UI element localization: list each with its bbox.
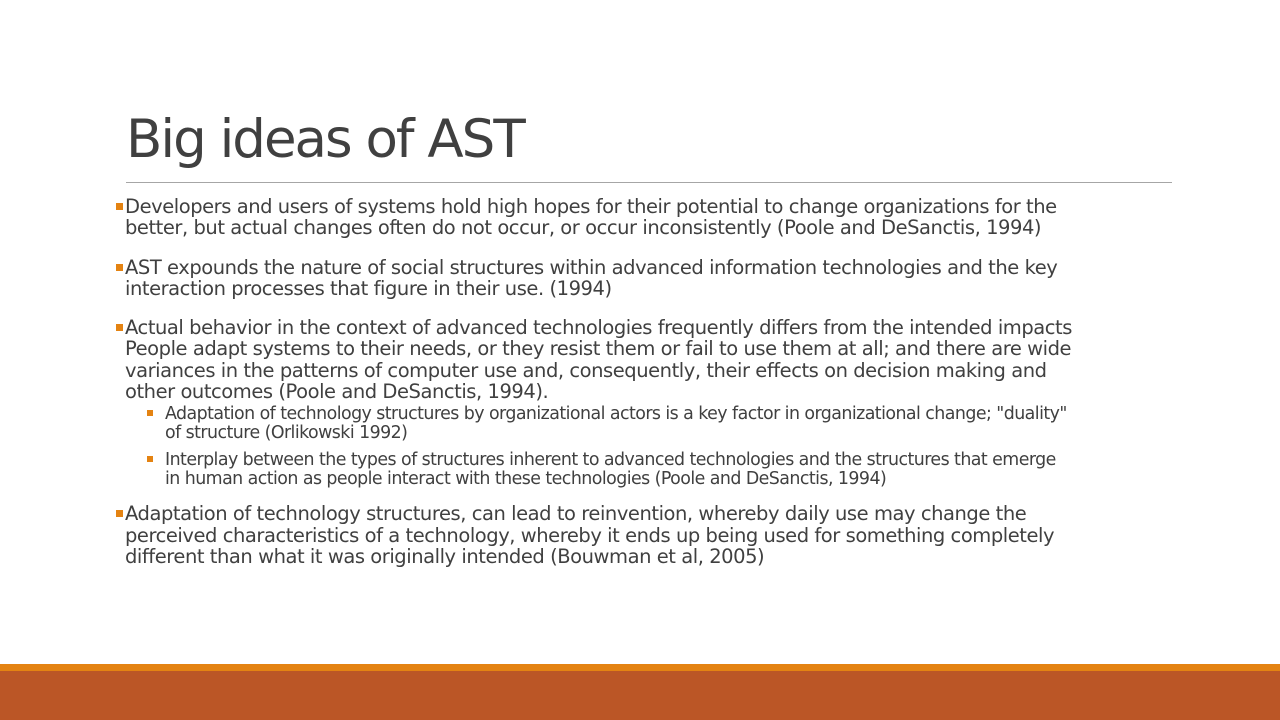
bullet-text-line: AST expounds the nature of social structures within advanced information technologies and the key — [125, 255, 1058, 279]
bullet-text-line: interaction processes that figure in their use. (1994) — [125, 276, 612, 300]
footer-accent-stripe — [0, 664, 1280, 671]
bullet-text-line: perceived characteristics of a technology, whereby it ends up being used for something completely — [125, 523, 1055, 547]
bullet-item — [116, 196, 1176, 239]
bullet-marker-icon — [116, 510, 123, 517]
bullet-text-line: Developers and users of systems hold high hopes for their potential to change organizations for the — [125, 195, 1057, 218]
title-divider — [126, 182, 1172, 183]
bullet-text-line: better, but actual changes often do not occur, or occur inconsistently (Poole and DeSanctis, 1994) — [125, 216, 1042, 240]
sub-bullet-list — [147, 405, 1176, 489]
sub-bullet-marker-icon — [147, 456, 153, 462]
bullet-text-line: different than what it was originally intended (Bouwman et al, 2005) — [125, 544, 765, 568]
bullet-marker-icon — [116, 264, 123, 271]
bullet-text-line: Actual behavior in the context of advanced technologies frequently differs from the intended impacts — [125, 316, 1072, 340]
bullet-marker-icon — [116, 324, 123, 331]
bullet-text-line: variances in the patterns of computer use and, consequently, their effects on decision making and — [125, 358, 1047, 382]
slide-title: Big ideas of AST — [126, 109, 524, 170]
sub-bullet-text-line: in human action as people interact with these technologies (Poole and DeSanctis, 1994) — [165, 469, 887, 490]
bullet-item — [116, 257, 1176, 300]
bullet-item — [116, 317, 1176, 489]
sub-bullet-text-line: Adaptation of technology structures by organizational actors is a key factor in organizational change; "duality" — [165, 404, 1067, 425]
slide-body — [116, 196, 1176, 585]
sub-bullet-text-line: Interplay between the types of structures inherent to advanced technologies and the structures that emerge — [165, 450, 1056, 471]
bullet-marker-icon — [116, 203, 123, 210]
sub-bullet-text-line: of structure (Orlikowski 1992) — [165, 423, 408, 444]
bullet-text-line: People adapt systems to their needs, or they resist them or fail to use them at all; and there are wide — [125, 337, 1072, 361]
footer-band — [0, 671, 1280, 720]
sub-bullet-item — [147, 405, 1176, 443]
sub-bullet-marker-icon — [147, 410, 153, 416]
bullet-item — [116, 503, 1176, 567]
bullet-text-line: Adaptation of technology structures, can lead to reinvention, whereby daily use may change the — [125, 502, 1027, 526]
bullet-text-line: other outcomes (Poole and DeSanctis, 1994). — [125, 380, 549, 404]
sub-bullet-item — [147, 451, 1176, 489]
